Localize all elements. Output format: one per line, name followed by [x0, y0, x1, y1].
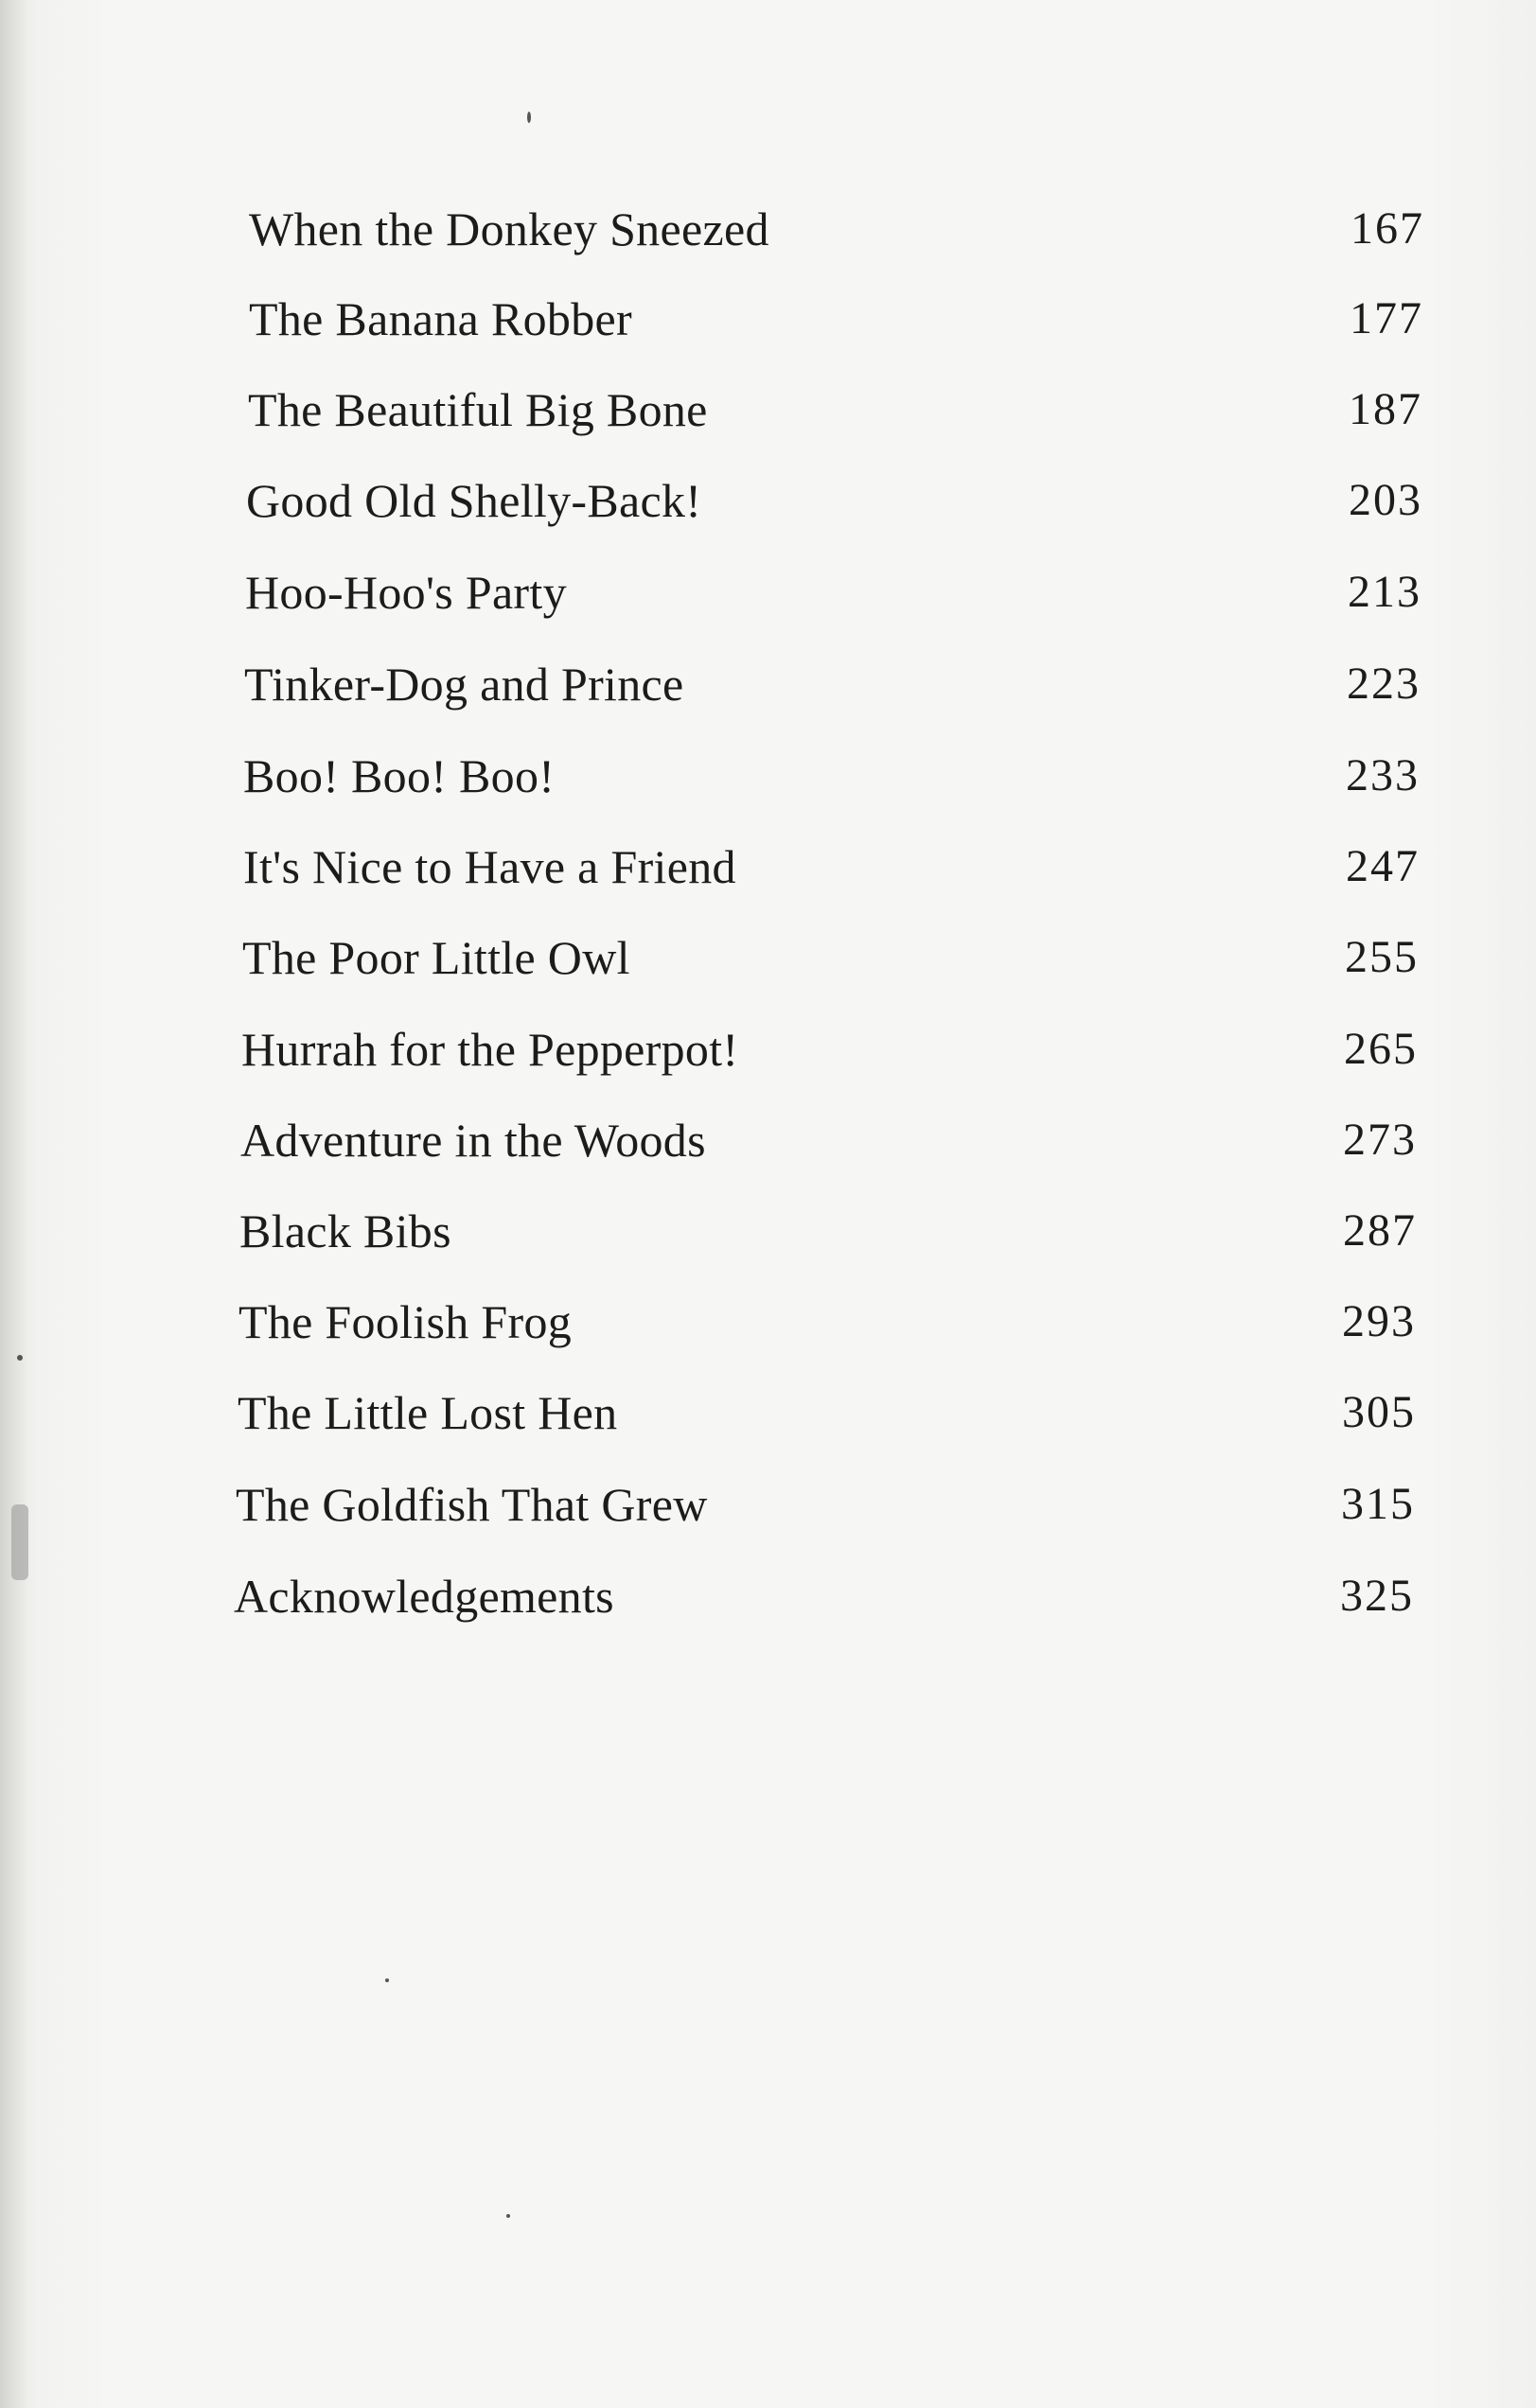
toc-entry: [0, 1289, 1536, 1355]
toc-entry-page: 233: [1346, 750, 1420, 800]
toc-entry-title: When the Donkey Sneezed: [249, 202, 769, 255]
toc-entry-title: The Poor Little Owl: [242, 931, 630, 984]
toc-entry-page: 273: [1343, 1115, 1417, 1165]
toc-entry-title: It's Nice to Have a Friend: [243, 840, 736, 893]
toc-entry: [0, 286, 1536, 352]
toc-entry-title: Adventure in the Woods: [240, 1114, 706, 1167]
toc-entry-page: 287: [1343, 1205, 1417, 1256]
toc-entry-page: 315: [1341, 1479, 1415, 1529]
toc-entry: [0, 834, 1536, 900]
toc-entry: [0, 1563, 1536, 1629]
toc-entry-page: 265: [1344, 1024, 1418, 1074]
toc-entry: [0, 1380, 1536, 1446]
toc-entry-title: Black Bibs: [239, 1204, 451, 1257]
toc-entry: [0, 559, 1536, 625]
toc-entry: [0, 1016, 1536, 1082]
toc-entry: [0, 1107, 1536, 1173]
toc-entry-title: Hoo-Hoo's Party: [245, 566, 567, 619]
toc-entry: [0, 467, 1536, 534]
toc-entry-title: Acknowledgements: [234, 1570, 614, 1623]
toc-entry: [0, 1198, 1536, 1264]
toc-entry-page: 187: [1349, 384, 1422, 434]
toc-entry-title: The Goldfish That Grew: [236, 1478, 708, 1531]
toc-entry-page: 223: [1347, 659, 1421, 709]
toc-entry-page: 177: [1350, 293, 1423, 343]
toc-entry-title: The Beautiful Big Bone: [248, 383, 708, 436]
toc-entry-title: The Little Lost Hen: [238, 1386, 618, 1439]
toc-entry-page: 203: [1349, 475, 1422, 525]
toc-entry: [0, 924, 1536, 991]
toc-entry-title: Hurrah for the Pepperpot!: [241, 1023, 739, 1076]
scan-speck: [506, 2214, 510, 2218]
toc-entry-page: 293: [1342, 1296, 1416, 1346]
toc-entry-page: 213: [1348, 567, 1421, 617]
scan-speck: [385, 1978, 389, 1982]
scan-speck: [11, 1504, 28, 1580]
toc-entry-page: 305: [1342, 1387, 1416, 1437]
scan-speck: [17, 1355, 23, 1361]
toc-entry-title: Boo! Boo! Boo!: [243, 749, 556, 802]
toc-entry: [0, 196, 1536, 262]
toc-entry-title: The Banana Robber: [249, 292, 632, 345]
toc-entry-page: 255: [1345, 932, 1419, 982]
toc-entry: [0, 743, 1536, 809]
toc-entry-title: The Foolish Frog: [238, 1295, 573, 1348]
toc-entry-title: Good Old Shelly-Back!: [246, 474, 702, 527]
toc-entry-page: 167: [1351, 203, 1424, 254]
toc-entry-page: 247: [1346, 841, 1420, 891]
scan-speck: [527, 112, 531, 123]
toc-entry: [0, 651, 1536, 717]
toc-entry: [0, 1471, 1536, 1538]
toc-entry-page: 325: [1340, 1571, 1414, 1621]
toc-entry-title: Tinker-Dog and Prince: [244, 658, 684, 711]
toc-entry: [0, 377, 1536, 443]
